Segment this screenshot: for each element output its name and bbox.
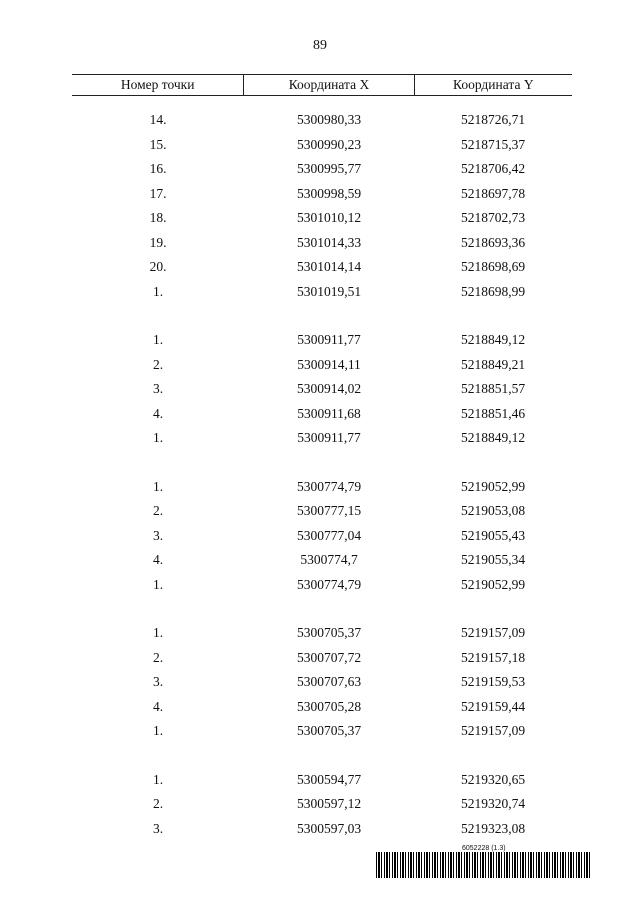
coordinate-x-cell: 5300705,28 (296, 698, 362, 714)
point-number-cell: 19. (149, 234, 167, 250)
coordinate-y-cell: 5218698,69 (460, 259, 526, 275)
coordinate-y-cell: 5219157,18 (460, 649, 526, 665)
point-number-cell: 1. (152, 478, 164, 494)
coordinate-x-cell: 5300707,72 (296, 649, 362, 665)
coordinate-x-cell: 5301014,14 (296, 259, 362, 275)
page-number: 89 (313, 38, 327, 53)
coordinate-y-cell: 5219320,65 (460, 771, 526, 787)
point-number-cell: 15. (149, 136, 167, 152)
coordinate-y-cell: 5219320,74 (460, 796, 526, 812)
table-row (72, 475, 572, 500)
table-row (72, 670, 572, 695)
table-row (72, 280, 572, 305)
coordinate-y-cell: 5218706,42 (460, 161, 526, 177)
table-row (72, 231, 572, 256)
point-number-cell: 18. (149, 210, 167, 226)
coordinate-x-cell: 5300911,77 (297, 332, 361, 348)
point-number-cell: 4. (152, 405, 164, 421)
coordinate-y-cell: 5218697,78 (460, 185, 526, 201)
point-number-cell: 16. (149, 161, 167, 177)
table-row (72, 353, 572, 378)
coordinate-y-cell: 5219157,09 (460, 723, 526, 739)
point-number-cell: 1. (152, 576, 164, 592)
table-row (72, 548, 572, 573)
coordinate-group (72, 621, 572, 744)
table-row (72, 206, 572, 231)
point-number-cell: 3. (152, 820, 164, 836)
table-row (72, 108, 572, 133)
coordinate-x-cell: 5301019,51 (296, 283, 362, 299)
point-number-cell: 3. (152, 527, 164, 543)
point-number-cell: 3. (152, 381, 164, 397)
coordinate-x-cell: 5300998,59 (296, 185, 362, 201)
coordinate-y-cell: 5218849,21 (460, 356, 526, 372)
coordinate-group (72, 768, 572, 842)
table-row (72, 573, 572, 598)
table-row (72, 402, 572, 427)
coordinate-x-cell: 5300594,77 (296, 771, 362, 787)
coordinate-x-cell: 5300774,79 (296, 478, 362, 494)
table-header (72, 74, 572, 96)
table-row (72, 646, 572, 671)
point-number-cell: 2. (152, 796, 164, 812)
point-number-cell: 3. (152, 674, 164, 690)
coordinate-x-cell: 5300914,02 (296, 381, 362, 397)
coordinate-y-cell: 5218849,12 (460, 430, 526, 446)
table-row (72, 768, 572, 793)
table-row (72, 719, 572, 744)
table-row (72, 182, 572, 207)
coordinate-x-cell: 5300777,15 (296, 503, 362, 519)
table-row (72, 621, 572, 646)
table-row (72, 792, 572, 817)
table-row (72, 426, 572, 451)
coordinate-x-cell: 5301014,33 (296, 234, 362, 250)
point-number-cell: 2. (152, 649, 164, 665)
point-number-cell: 1. (152, 625, 164, 641)
table-row (72, 695, 572, 720)
point-number-cell: 14. (149, 112, 167, 128)
barcode (376, 852, 590, 878)
point-number-cell: 20. (149, 259, 167, 275)
point-number-cell: 1. (152, 283, 164, 299)
coordinate-group (72, 475, 572, 598)
coordinate-y-cell: 5219159,44 (460, 698, 526, 714)
coordinate-x-cell: 5300774,7 (300, 552, 358, 568)
point-number-cell: 2. (152, 356, 164, 372)
coordinate-x-cell: 5300990,23 (296, 136, 362, 152)
coordinate-y-cell: 5219055,34 (460, 552, 526, 568)
table-row (72, 377, 572, 402)
point-number-cell: 2. (152, 503, 164, 519)
coordinate-x-cell: 5300707,63 (296, 674, 362, 690)
coordinate-y-cell: 5218715,37 (460, 136, 526, 152)
coordinate-x-cell: 5300705,37 (296, 625, 362, 641)
coordinate-x-cell: 5300597,03 (296, 820, 362, 836)
coordinate-x-cell: 5300911,77 (297, 430, 361, 446)
point-number-cell: 1. (152, 771, 164, 787)
point-number-cell: 1. (152, 430, 164, 446)
coordinate-x-cell: 5300597,12 (296, 796, 362, 812)
table-row (72, 133, 572, 158)
coordinate-y-cell: 5218693,36 (460, 234, 526, 250)
point-number-cell: 17. (149, 185, 167, 201)
coordinate-y-cell: 5218702,73 (460, 210, 526, 226)
coordinate-x-cell: 5300774,79 (296, 576, 362, 592)
point-number-cell: 1. (152, 723, 164, 739)
coordinate-y-cell: 5219055,43 (460, 527, 526, 543)
coordinate-x-cell: 5300777,04 (296, 527, 362, 543)
coordinate-group (72, 108, 572, 304)
coordinate-y-cell: 5219052,99 (460, 576, 526, 592)
point-number-cell: 4. (152, 552, 164, 568)
coordinate-group (72, 328, 572, 451)
header-coordinate-x: Координата X (244, 75, 414, 95)
table-row (72, 328, 572, 353)
coordinate-y-cell: 5218698,99 (460, 283, 526, 299)
coordinate-x-cell: 5301010,12 (296, 210, 362, 226)
coordinate-y-cell: 5218851,57 (460, 381, 526, 397)
point-number-cell: 1. (152, 332, 164, 348)
coordinate-y-cell: 5218849,12 (460, 332, 526, 348)
coordinate-y-cell: 5219323,08 (460, 820, 526, 836)
header-point-number: Номер точки (72, 75, 244, 95)
table-row (72, 499, 572, 524)
coordinate-y-cell: 5219159,53 (460, 674, 526, 690)
point-number-cell: 4. (152, 698, 164, 714)
table-row (72, 255, 572, 280)
header-coordinate-y: Координата Y (453, 77, 534, 92)
coordinate-x-cell: 5300980,33 (296, 112, 362, 128)
coordinate-x-cell: 5300705,37 (296, 723, 362, 739)
table-row (72, 157, 572, 182)
table-row (72, 817, 572, 842)
coordinate-y-cell: 5219052,99 (460, 478, 526, 494)
coordinates-table-body (72, 108, 572, 865)
coordinate-x-cell: 5300995,77 (296, 161, 362, 177)
table-row (72, 524, 572, 549)
coordinate-x-cell: 5300911,68 (297, 405, 361, 421)
coordinate-x-cell: 5300914,11 (297, 356, 361, 372)
coordinate-y-cell: 5218726,71 (460, 112, 526, 128)
coordinate-y-cell: 5219157,09 (460, 625, 526, 641)
document-code: 6052228 (1.3) (462, 845, 506, 852)
coordinate-y-cell: 5219053,08 (460, 503, 526, 519)
coordinate-y-cell: 5218851,46 (460, 405, 526, 421)
